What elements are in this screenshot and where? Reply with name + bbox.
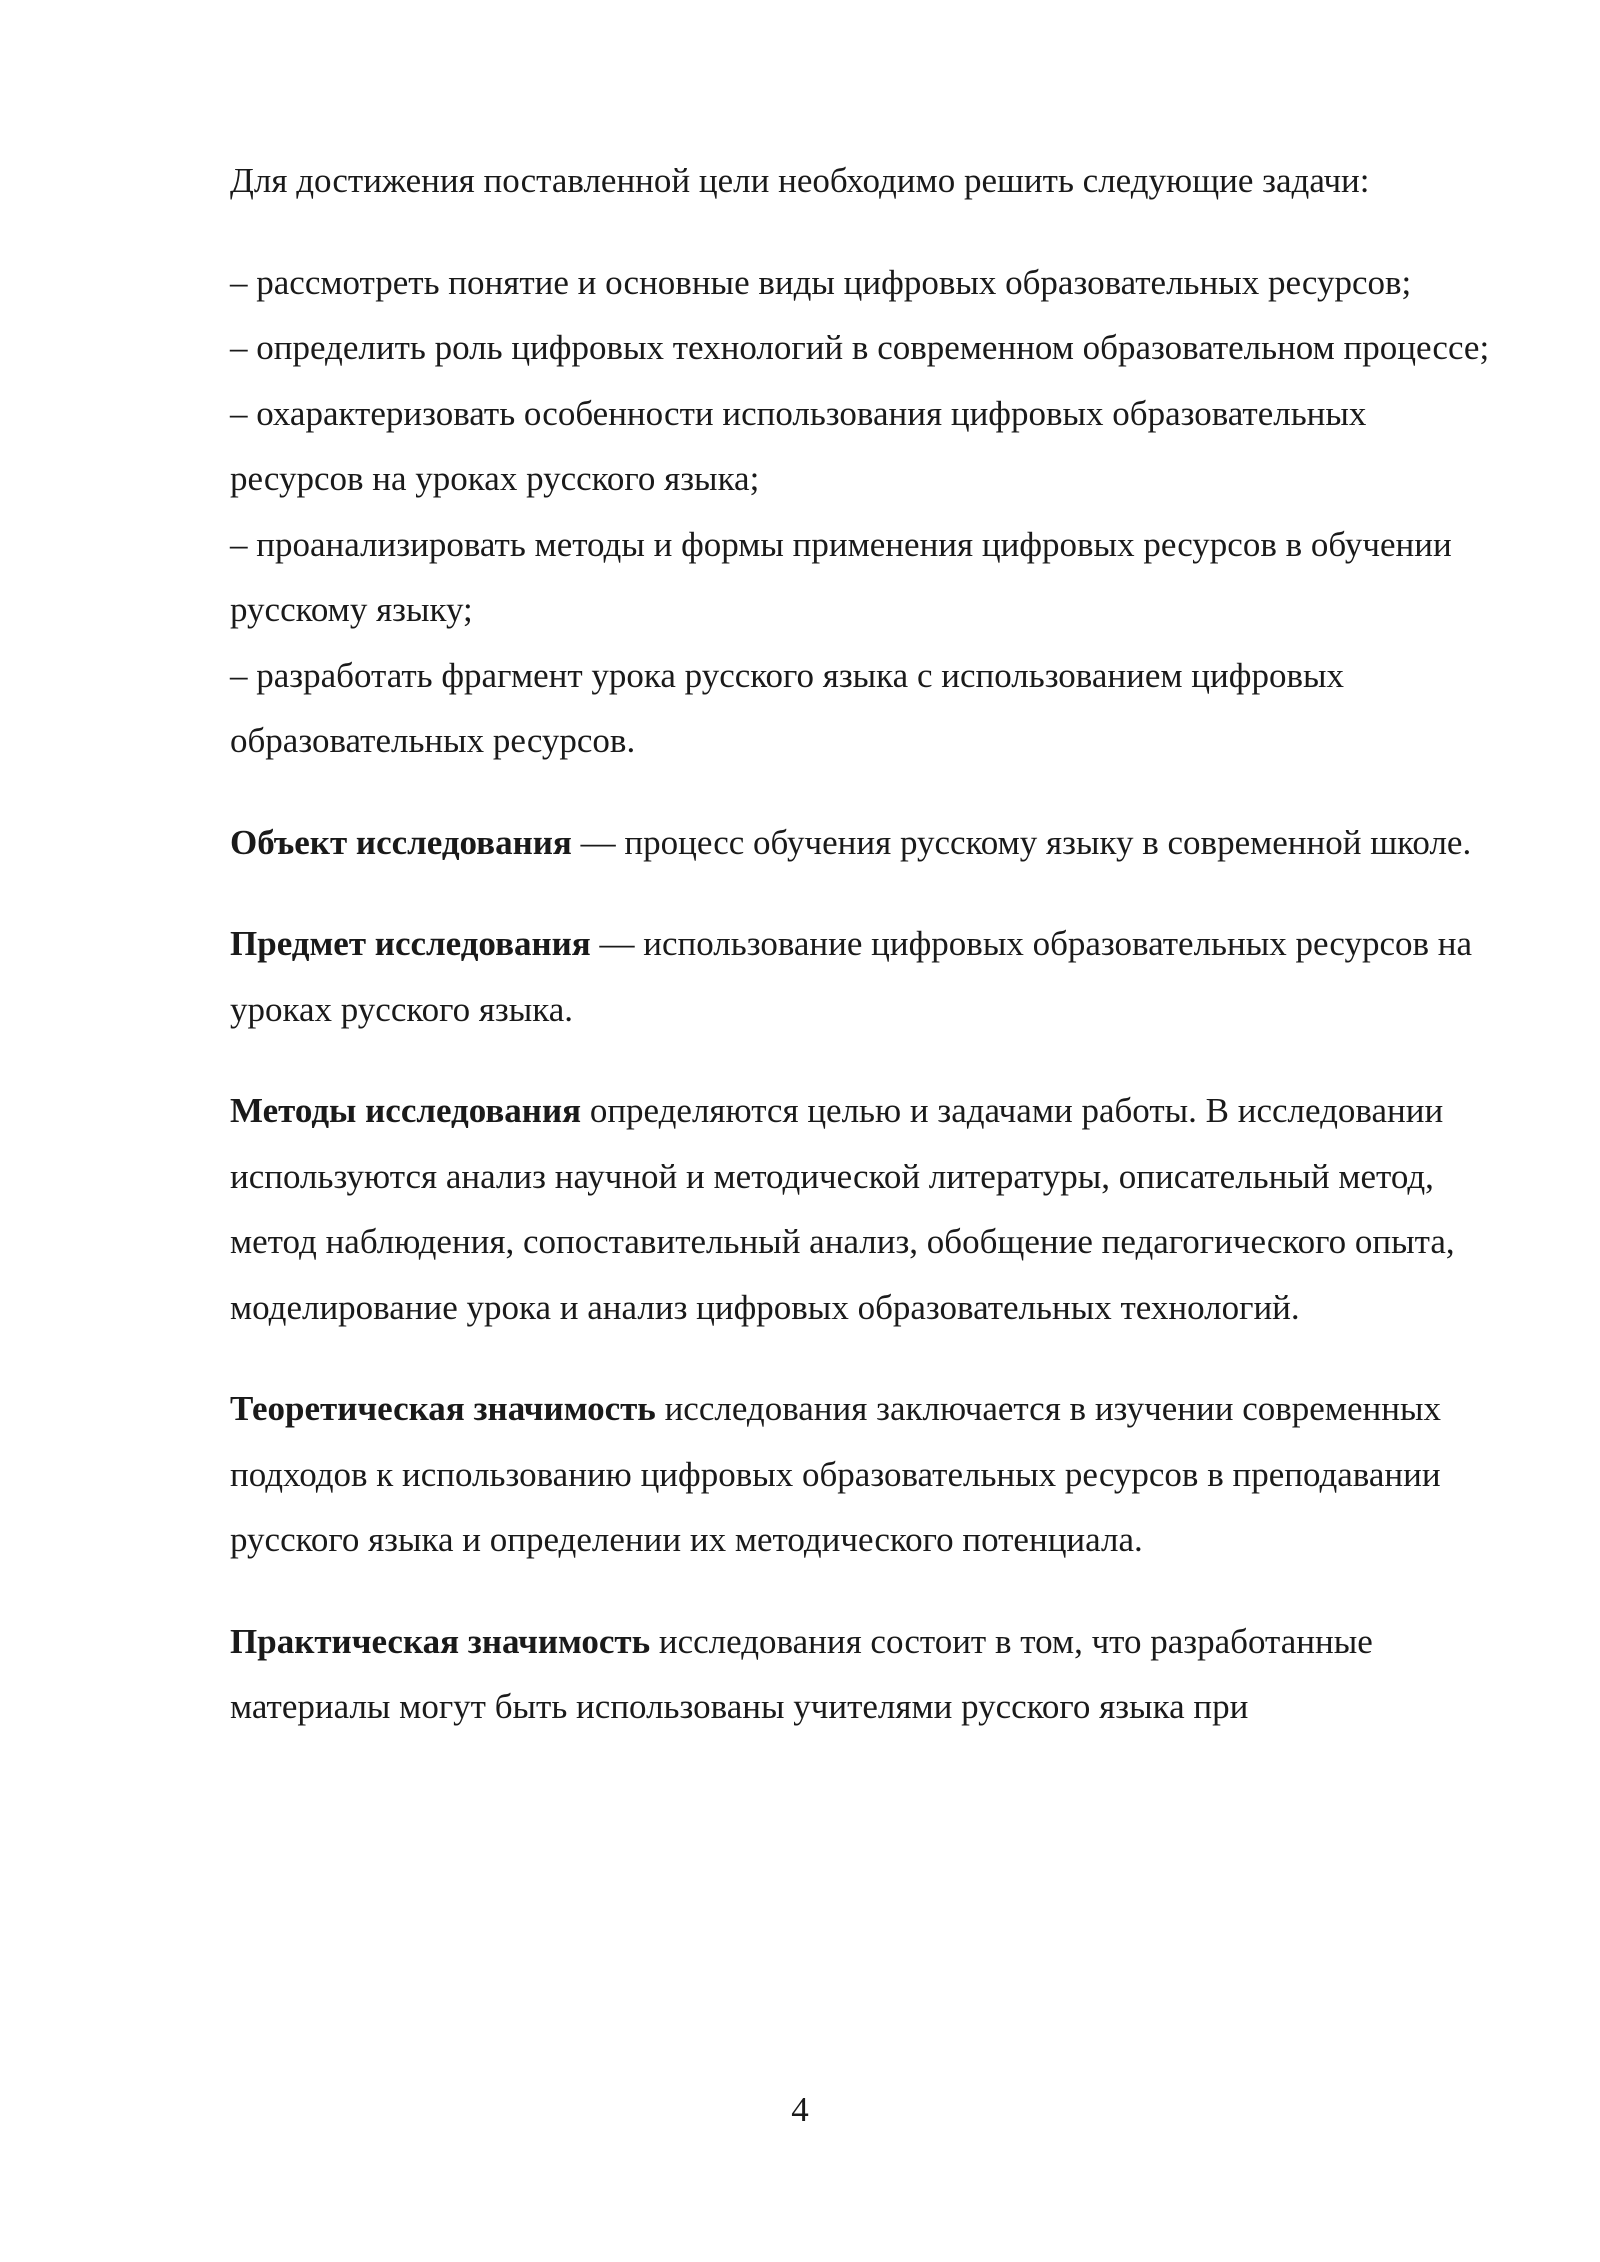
research-methods-text: определяются целью и задачами работы. В исследовании используются анализ научной и методической литературы, описательный метод, метод наблюдения, сопоставительный анализ, обобщение педагогического опыта, моделирование урока и анализ цифровых образовательных технологий. <box>230 1091 1455 1327</box>
research-subject-text: — использование цифровых образовательных ресурсов на уроках русского языка. <box>230 924 1473 1029</box>
practical-significance-text: исследования состоит в том, что разработанные материалы могут быть использованы учителями русского языка при <box>230 1621 1373 1726</box>
task-item: – разработать фрагмент урока русского языка с использованием цифровых образовательных ресурсов. <box>230 655 1344 760</box>
research-object-paragraph <box>230 810 1490 876</box>
theoretical-significance-term: Теоретическая значимость <box>230 1389 656 1428</box>
task-item: – рассмотреть понятие и основные виды цифровых образовательных ресурсов; <box>230 262 1412 302</box>
page-number: 4 <box>791 2090 809 2129</box>
research-object-term: Объект исследования <box>230 822 572 862</box>
task-item: – охарактеризовать особенности использования цифровых образовательных ресурсов на уроках русского языка; <box>230 393 1367 498</box>
research-object-text: — процесс обучения русскому языку в современной школе. <box>571 822 1472 862</box>
practical-significance-term: Практическая значимость <box>230 1621 651 1661</box>
practical-significance-paragraph <box>230 1609 1490 1740</box>
task-item: – определить роль цифровых технологий в современном образовательном процессе; <box>230 328 1490 367</box>
research-subject-term: Предмет исследования <box>230 924 591 963</box>
research-subject-paragraph <box>230 911 1490 1042</box>
tasks-intro: Для достижения поставленной цели необходимо решить следующие задачи: <box>230 161 1370 200</box>
task-item: – проанализировать методы и формы применения цифровых ресурсов в обучении русскому языку; <box>230 524 1452 629</box>
research-methods-term: Методы исследования <box>230 1091 582 1130</box>
research-methods-paragraph <box>230 1078 1490 1340</box>
task-list <box>230 250 1490 774</box>
theoretical-significance-paragraph <box>230 1376 1490 1573</box>
theoretical-significance-text: исследования заключается в изучении современных подходов к использованию цифровых образовательных ресурсов в преподавании русского языка и определении их методического потенциала. <box>230 1389 1441 1559</box>
page-content <box>230 148 1490 1740</box>
